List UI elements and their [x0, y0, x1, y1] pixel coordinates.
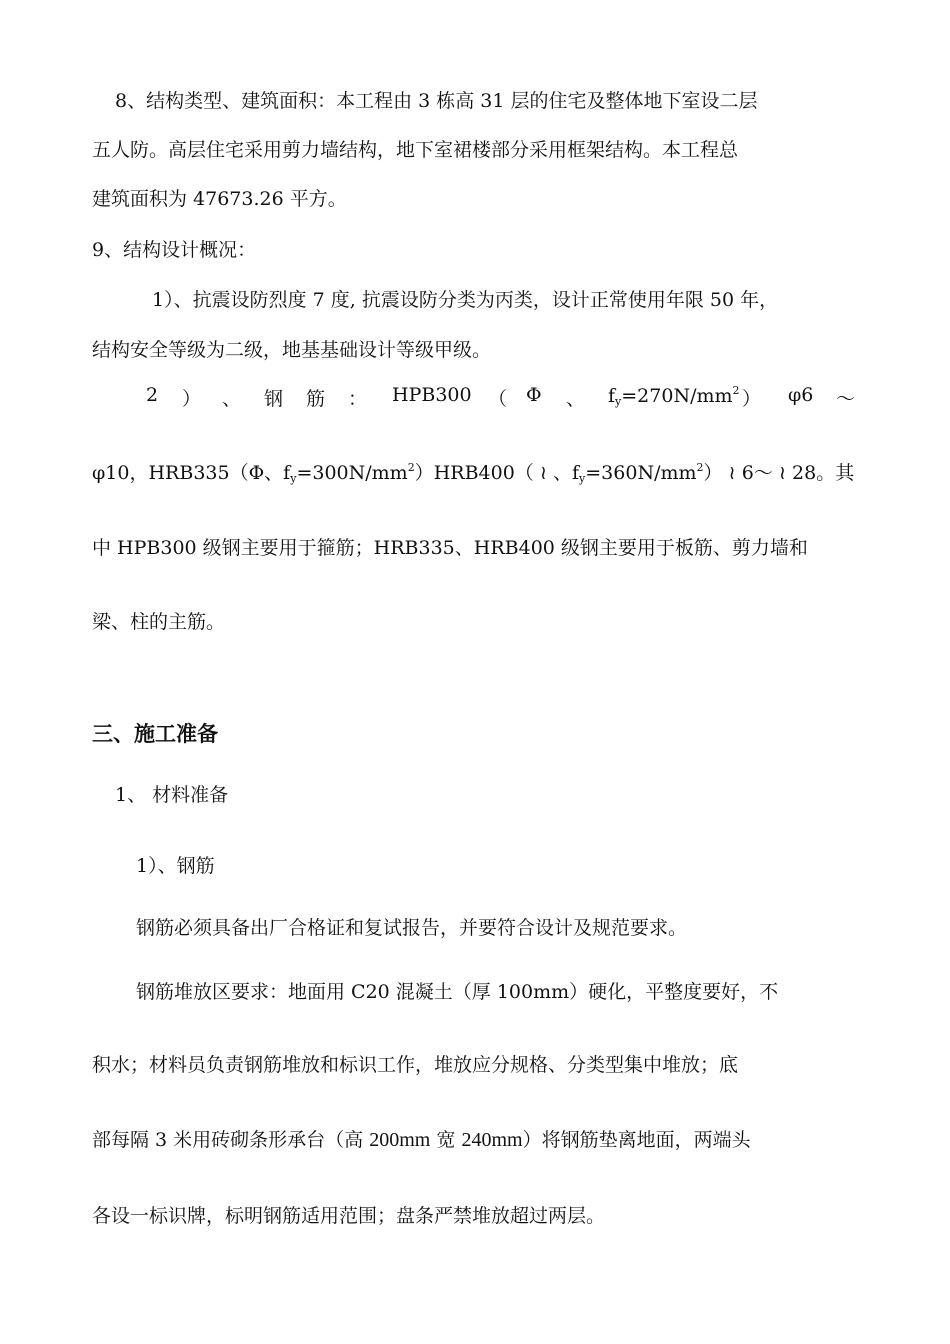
section-heading: 三、施工准备: [92, 722, 218, 746]
p2-close: ）: [742, 388, 762, 410]
p2-token: 、: [566, 388, 586, 410]
subsubsection-title: 1）、钢筋: [136, 855, 215, 877]
item9-title: 9、结构设计概况：: [92, 239, 257, 261]
item8-line2: 五人防。高层住宅采用剪力墙结构，地下室裙楼部分采用框架结构。本工程总: [92, 139, 739, 161]
p2-token: 钢: [264, 388, 284, 410]
p2-token: ：: [348, 388, 368, 410]
para2-line1: 钢筋堆放区要求：地面用 C20 混凝土（厚 100mm）硬化，平整度要好，不: [136, 981, 779, 1003]
p2-token: ）: [182, 388, 202, 410]
para2-line3: 部每隔 3 米用砖砌条形承台（高 200mm 宽 240mm）将钢筋垫离地面，两端头: [92, 1129, 751, 1151]
item9-p2-line3: 中 HPB300 级钢主要用于箍筋；HRB335、HRB400 级钢主要用于板筋、剪力墙和: [92, 537, 808, 559]
para1: 钢筋必须具备出厂合格证和复试报告，并要符合设计及规范要求。: [136, 917, 688, 939]
item9-p2-line4: 梁、柱的主筋。: [92, 611, 226, 633]
item9-p2-line2: φ10，HRB335（Φ、$f_y=300N/mm^2)HRB400$（ ≀ 、$f_y=360N/mm^2$） ≀ 6～ ≀ 28。其: [92, 461, 855, 485]
subsection-title: 1、 材料准备: [115, 784, 229, 806]
p2-token: 2: [146, 384, 159, 406]
p2-token: HPB300: [392, 384, 472, 406]
item8-line3: 建筑面积为 47673.26 平方。: [92, 188, 347, 210]
item9-p1-line1: 1）、抗震设防烈度 7 度, 抗震设防分类为丙类，设计正常使用年限 50 年，: [152, 289, 779, 311]
p2-phi6: φ6: [788, 384, 814, 406]
p2-tilde: ～: [836, 388, 856, 410]
p2-fy1: $f_y=270N/mm^2$: [608, 384, 740, 408]
item9-p1-line2: 结构安全等级为二级，地基基础设计等级甲级。: [92, 339, 492, 361]
para2-line4: 各设一标识牌，标明钢筋适用范围；盘条严禁堆放超过两层。: [92, 1205, 606, 1227]
p2-token: （: [488, 388, 508, 410]
p2-token: 、: [222, 388, 242, 410]
item8-line1: 8、结构类型、建筑面积：本工程由 3 栋高 31 层的住宅及整体地下室设二层: [115, 90, 758, 112]
p2-token: Φ: [526, 384, 542, 406]
para2-line2: 积水；材料员负责钢筋堆放和标识工作，堆放应分规格、分类型集中堆放；底: [92, 1054, 739, 1076]
item9-p2-line1: [92, 384, 858, 410]
p2-token: 筋: [306, 388, 326, 410]
